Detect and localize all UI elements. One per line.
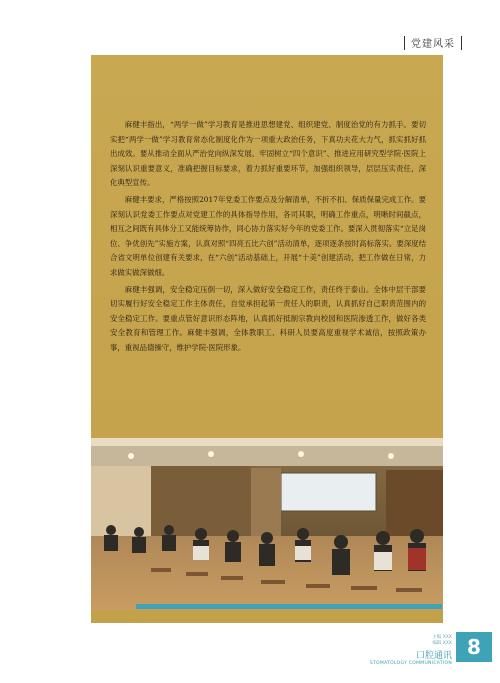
photo-accent-bar [136,604,442,609]
editor-line: 主编 XXX [432,635,452,640]
paragraph: 麻健丰指出，“两学一做”学习教育是推进思想建党、组织建党、制度治党的有力抓手。要切实把“两学一做”学习教育常态化制度化作为一项重大政治任务，下真功夫花大力气，抓实抓好抓出成效。要从推动全面从严治党向纵深发展、牢固树立“四个意识”、推进应用研究型学院·医院上深刻认识重要意义，准确把握目标要求，着力抓好重要环节，加强组织领导，层层压实责任，深化典型宣传。 [110,120,426,188]
article-body [110,118,426,358]
meeting-photo [91,438,443,610]
magazine-english-title: STOMATOLOGY COMMUNICATION [369,661,452,666]
paragraph: 麻健丰要求，严格按照2017年党委工作要点及分解清单，不折不扣、保质保量完成工作。要深刻认识党委工作要点对党建工作的具体指导作用，各司其职，明确工作重点，明晰时间截点，相互之间既有具体分工又能统筹协作，同心协力落实好今年的党委工作。要深入贯彻落实“立足岗位、争优创先”实施方案，认真对照“四亮五比六创”活动清单，逐项逐条按时高标落实。要深度结合省文明单位创建有关要求，在“六创”活动基础上，开展“十美”创建活动，把工作做在日常，力求做实做深做细。 [110,194,426,277]
page-number: 8 [456,632,492,662]
magazine-branding [370,635,452,666]
paragraph: 麻健丰强调，安全稳定压倒一切，深入做好安全稳定工作，责任终于泰山。全体中层干部要切实履行好安全稳定工作主体责任，自觉承担起第一责任人的职责，认真抓好自己职责范围内的安全稳定工作。要重点管好意识形态阵地，认真抓好抵制宗教向校园和医院渗透工作，做好各类安全教育和管理工作。麻健丰强调，全体教职工、科研人员要高度重视学术诚信，按照政策办事，重视品德操守，维护学院·医院形象。 [110,284,426,352]
meeting-photo-illustration [91,438,443,610]
divider-left [404,36,405,50]
magazine-title: 口腔通讯 [415,651,452,661]
divider-right [461,36,462,50]
section-header [404,35,462,50]
section-title: 党建风采 [411,39,455,50]
editor-line: 编辑 XXX [432,641,452,646]
